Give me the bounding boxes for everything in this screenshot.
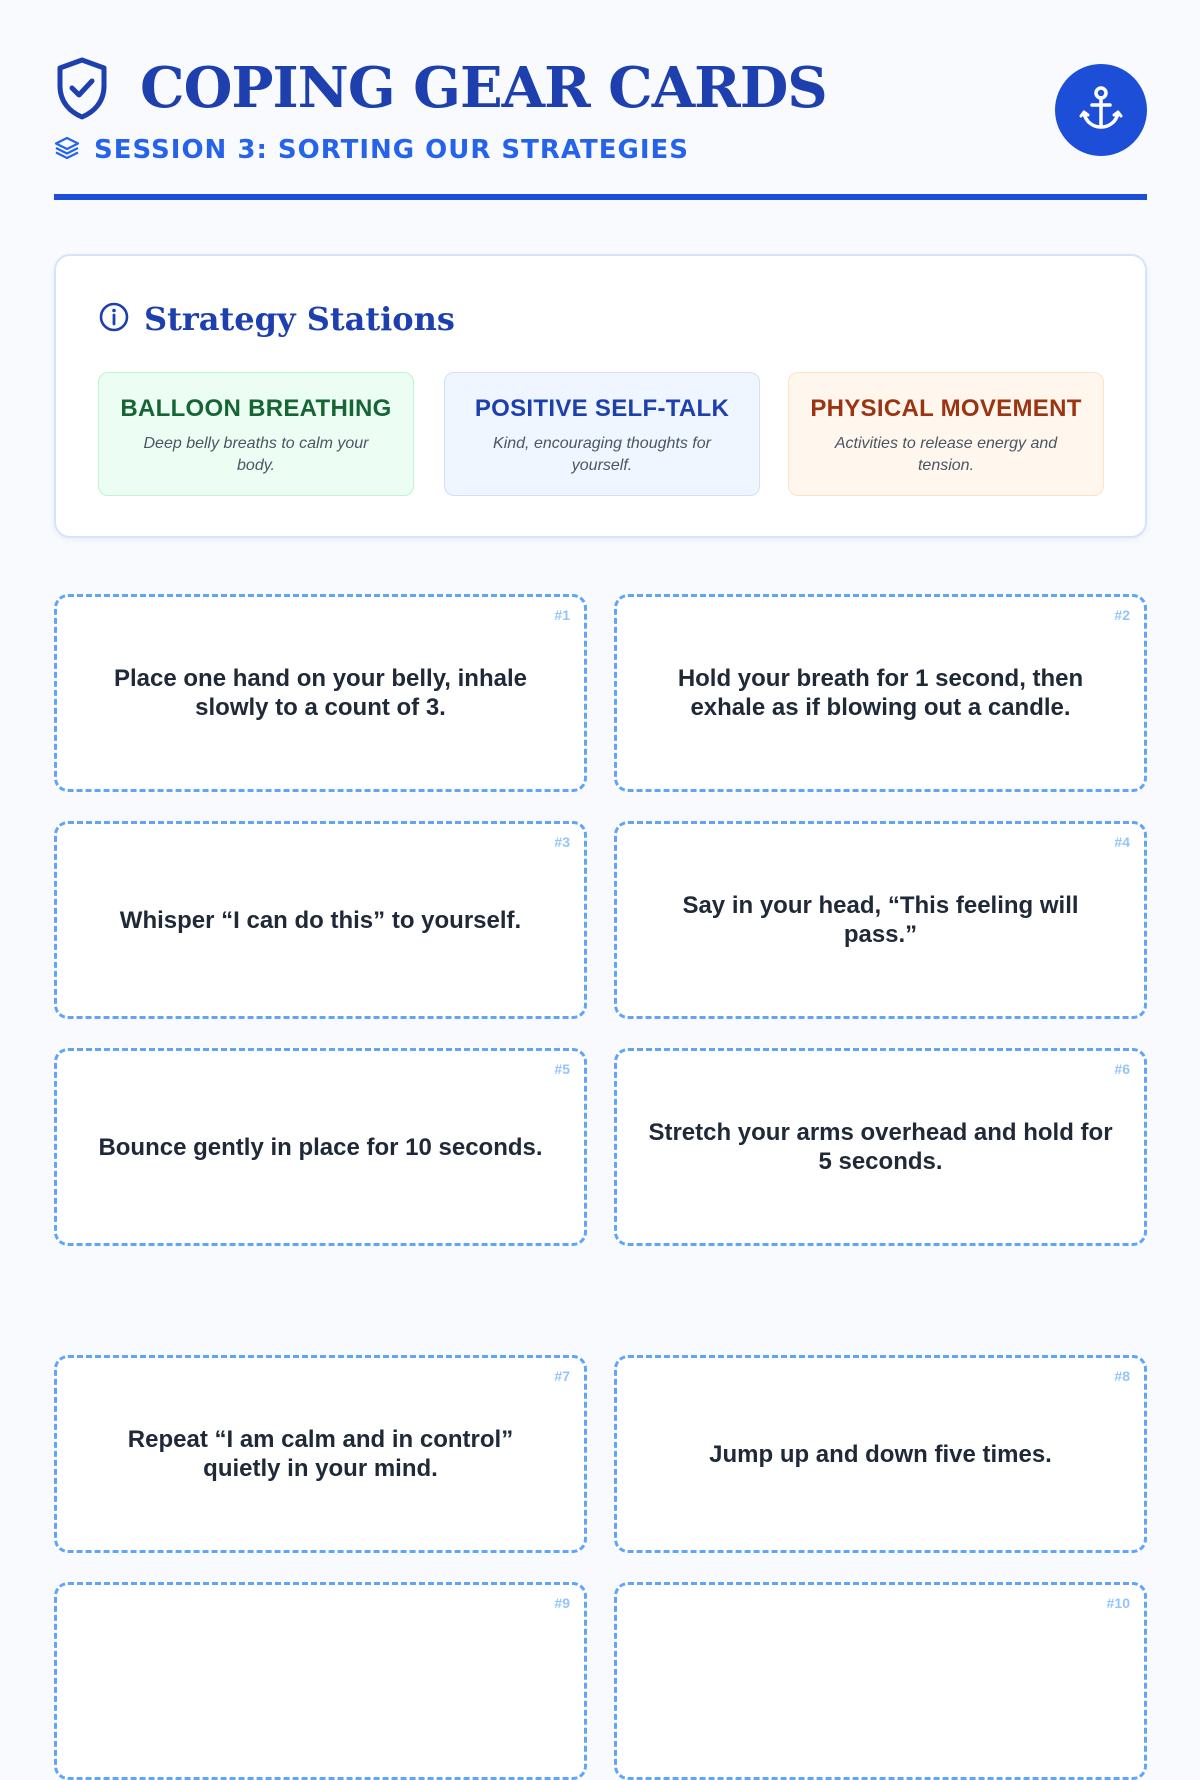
stations-title: Strategy Stations — [144, 300, 455, 338]
card-number: #10 — [1106, 1595, 1130, 1611]
station-desc: Deep belly breaths to calm your body. — [143, 435, 369, 474]
coping-card[interactable] — [614, 1048, 1147, 1246]
page-header — [54, 52, 1147, 200]
strategy-stations-panel — [54, 254, 1147, 538]
station-desc: Activities to release energy and tension. — [834, 435, 1058, 474]
card-number: #1 — [554, 607, 570, 623]
station-physical-movement — [788, 372, 1104, 496]
coping-card[interactable] — [54, 821, 587, 1019]
station-desc: Kind, encouraging thoughts for yourself. — [493, 435, 711, 474]
shield-check-icon — [54, 52, 118, 124]
coping-card[interactable] — [614, 821, 1147, 1019]
coping-card[interactable] — [614, 594, 1147, 792]
coping-card[interactable] — [54, 1355, 587, 1553]
card-text: Place one hand on your belly, inhale slowly to a count of 3. — [114, 665, 527, 721]
card-text: Whisper “I can do this” to yourself. — [119, 906, 522, 934]
page-title: COPING GEAR CARDS — [140, 55, 827, 121]
stations-heading — [98, 300, 455, 338]
card-text: Stretch your arms overhead and hold for 5 seconds. — [648, 1119, 1113, 1175]
station-positive-self-talk — [444, 372, 760, 496]
coping-card[interactable] — [614, 1582, 1147, 1780]
layers-icon — [54, 135, 80, 166]
card-text: Say in your head, “This feeling will pass.” — [682, 892, 1079, 948]
info-icon — [98, 301, 130, 338]
anchor-badge[interactable] — [1055, 64, 1147, 156]
card-number: #3 — [554, 834, 570, 850]
station-name: PHYSICAL MOVEMENT — [810, 395, 1082, 422]
card-number: #6 — [1114, 1061, 1130, 1077]
coping-card[interactable] — [54, 1582, 587, 1780]
station-name: POSITIVE SELF-TALK — [474, 395, 730, 422]
card-number: #7 — [554, 1368, 570, 1384]
card-number: #9 — [554, 1595, 570, 1611]
anchor-icon — [1076, 83, 1126, 138]
subtitle-row — [54, 128, 689, 172]
card-text: Jump up and down five times. — [709, 1440, 1052, 1468]
card-number: #8 — [1114, 1368, 1130, 1384]
card-number: #5 — [554, 1061, 570, 1077]
station-balloon-breathing — [98, 372, 414, 496]
card-text: Hold your breath for 1 second, then exhale as if blowing out a candle. — [677, 665, 1084, 721]
card-text: Repeat “I am calm and in control” quietly in your mind. — [127, 1426, 514, 1482]
station-name: BALLOON BREATHING — [120, 395, 392, 422]
coping-card[interactable] — [614, 1355, 1147, 1553]
card-number: #2 — [1114, 607, 1130, 623]
coping-card[interactable] — [54, 594, 587, 792]
card-number: #4 — [1114, 834, 1130, 850]
session-subtitle: SESSION 3: SORTING OUR STRATEGIES — [94, 135, 690, 165]
coping-card[interactable] — [54, 1048, 587, 1246]
title-row — [54, 52, 827, 124]
card-text: Bounce gently in place for 10 seconds. — [98, 1133, 543, 1161]
